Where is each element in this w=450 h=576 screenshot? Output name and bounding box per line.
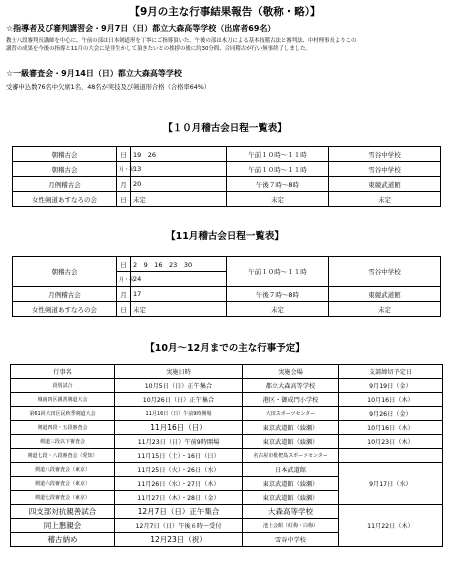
cell-venue: 大田スポーツセンター: [243, 407, 339, 421]
cell-deadline: 9月26日（金）: [339, 407, 443, 421]
table-row: [11, 393, 443, 407]
cell-venue: 日本武道館: [243, 463, 339, 477]
cell-event: 剣道七段審査会（東京）: [11, 491, 115, 505]
cell-event: 剣道七段・八段審査会（愛知）: [11, 449, 115, 463]
cell-event: 剣道六段審査会（東京）: [11, 477, 115, 491]
table-row: [11, 463, 443, 477]
cell-date: 12月7日（日）午後６時～受付: [115, 519, 243, 533]
cell-name: 月例稽古会: [13, 177, 117, 192]
table-row: [11, 449, 443, 463]
october-title: 【１０月稽古会日程一覧表】: [163, 123, 287, 134]
cell-event: 四支部対抗親善試合: [11, 505, 115, 519]
cell-date: 11月16日（日）: [115, 421, 243, 435]
cell-name: 朝稽古会: [13, 257, 117, 287]
table-row: [11, 407, 443, 421]
cell-date: 11月27日（木）・28日（金）: [115, 491, 243, 505]
table-row: [11, 421, 443, 435]
cell-date: 12月23日（祝）: [115, 533, 243, 547]
cell-deadline: 10月16日（木）: [339, 393, 443, 407]
cell-dates: 未定: [131, 302, 227, 317]
cell-name: 女性剣道あすなろの会: [13, 192, 117, 207]
cell-event: 段別試合: [11, 379, 115, 393]
item2-heading: ☆一級審査会・9月14日（日）都立大森高等学校: [6, 69, 182, 78]
cell-venue: 東京武道館（綾瀬）: [243, 477, 339, 491]
cell-venue: 名古屋市枇杷島スポーツセンター: [243, 449, 339, 463]
cell-deadline: 10月16日（木）: [339, 421, 443, 435]
cell-venue: 東京武道館（綾瀬）: [243, 435, 339, 449]
cell-dates: 未定: [131, 192, 227, 207]
cell-place: 未定: [329, 192, 441, 207]
cell-place: 雪谷中学校: [329, 147, 441, 162]
table-row: [13, 162, 441, 177]
cell-deadline: 10月23日（木）: [339, 435, 443, 449]
cell-place: 未定: [329, 302, 441, 317]
cell-day: 月・祝: [117, 272, 131, 287]
cell-day: 日: [117, 192, 131, 207]
header-deadline: 支部締切予定日: [339, 365, 443, 379]
cell-name: 朝稽古会: [13, 162, 117, 177]
cell-deadline: [339, 449, 443, 463]
cell-venue: 池上会館（紅梅・白梅）: [243, 519, 339, 533]
cell-dates: 20: [131, 177, 227, 192]
cell-place: 雪谷中学校: [329, 162, 441, 177]
cell-place: 東競武道館: [329, 177, 441, 192]
cell-dates: 24: [131, 272, 227, 287]
table-row: [13, 177, 441, 192]
header-venue: 実施会場: [243, 365, 339, 379]
cell-date: 11月23日（日）午前9時開場: [115, 435, 243, 449]
cell-place: 東競武道館: [329, 287, 441, 302]
cell-day: 月: [117, 287, 131, 302]
cell-deadline: 11月22日（木）: [339, 505, 443, 547]
cell-venue: 都立大森高等学校: [243, 379, 339, 393]
item1-body-line2: 講習の成果を今後の指導と11月の大会に是非生かして頂きたいとの挨拶の後に約30分間、合同稽古が行い無事終了しました。: [6, 46, 311, 52]
cell-date: 11月25日（火）・26日（水）: [115, 463, 243, 477]
table-row: [13, 192, 441, 207]
cell-date: 11月15日（土）・16日（日）: [115, 449, 243, 463]
header-event: 行事名: [11, 365, 115, 379]
cell-day: 日: [117, 147, 131, 162]
cell-date: 12月7日（日）正午集合: [115, 505, 243, 519]
cell-day: 月: [117, 177, 131, 192]
cell-dates: 13: [131, 162, 227, 177]
november-table: [12, 256, 441, 317]
table-row: [11, 435, 443, 449]
cell-date: 10月5日（日）正午集合: [115, 379, 243, 393]
table-row: [11, 505, 443, 519]
cell-dates: 19 26: [131, 147, 227, 162]
cell-venue: 港区・御成門小学校: [243, 393, 339, 407]
cell-event: 稽古納め: [11, 533, 115, 547]
table-row: [11, 379, 443, 393]
cell-date: 10月26日（日）正午集合: [115, 393, 243, 407]
cell-place: 雪谷中学校: [329, 257, 441, 287]
cell-time: 未定: [227, 302, 329, 317]
cell-time: 午後７時～8時: [227, 177, 329, 192]
cell-time: 午前１０時～１１時: [227, 147, 329, 162]
cell-deadline: 9月19日（金）: [339, 379, 443, 393]
october-table: [12, 146, 441, 207]
cell-name: 月例稽古会: [13, 287, 117, 302]
item1-body-line1: 教士八段審判長講師を中心に、午前の部は日本剣道形を丁寧にご指導頂いた。午後の部は木刀による基本技稽古法と審判法、中村理事長よりこの: [6, 38, 357, 44]
cell-event: 剣道四段・五段審査会: [11, 421, 115, 435]
cell-name: 女性剣道あすなろの会: [13, 302, 117, 317]
cell-day: 月・祝: [117, 162, 131, 177]
schedule-title: 【10月～12月までの主な行事予定】: [145, 343, 305, 354]
report-title: 【9月の主な行事結果報告（敬称・略）】: [129, 6, 321, 18]
table-row: [13, 147, 441, 162]
table-row: [13, 302, 441, 317]
cell-date: 11月16日（日）午前9時開場: [115, 407, 243, 421]
header-date: 実施日時: [115, 365, 243, 379]
cell-event: 剣道八段審査会（東京）: [11, 463, 115, 477]
item2-body: 受審申込数76名中欠席1名、48名が実技及び剣道形合格（合格率64%）: [6, 84, 211, 91]
cell-deadline: 9月17日（水）: [339, 463, 443, 505]
cell-time: 未定: [227, 192, 329, 207]
cell-event: 同上懇親会: [11, 519, 115, 533]
cell-venue: 東京武道館（綾瀬）: [243, 421, 339, 435]
cell-day: 日: [117, 257, 131, 272]
table-row: [13, 287, 441, 302]
item1-heading: ☆指導者及び審判講習会・9月7日（日）都立大森高等学校（出席者69名）: [6, 24, 276, 33]
cell-time: 午後７時～8時: [227, 287, 329, 302]
table-row: [13, 257, 441, 272]
cell-dates: 17: [131, 287, 227, 302]
cell-time: 午前１０時～１１時: [227, 257, 329, 287]
cell-event: 第61回大田区民秋季剣道大会: [11, 407, 115, 421]
cell-time: 午前１０時～１１時: [227, 162, 329, 177]
cell-venue: 雪谷中学校: [243, 533, 339, 547]
cell-event: 城南四区親善剣道大会: [11, 393, 115, 407]
november-title: 【11月稽古会日程一覧表】: [166, 231, 284, 242]
cell-event: 剣道三段以下審査会: [11, 435, 115, 449]
cell-day: 日: [117, 302, 131, 317]
cell-date: 11月26日（水）・27日（木）: [115, 477, 243, 491]
schedule-table: [10, 364, 443, 547]
cell-venue: 大森高等学校: [243, 505, 339, 519]
cell-dates: 2 9 16 23 30: [131, 257, 227, 272]
table-header-row: [11, 365, 443, 379]
cell-name: 朝稽古会: [13, 147, 117, 162]
cell-venue: 東京武道館（綾瀬）: [243, 491, 339, 505]
